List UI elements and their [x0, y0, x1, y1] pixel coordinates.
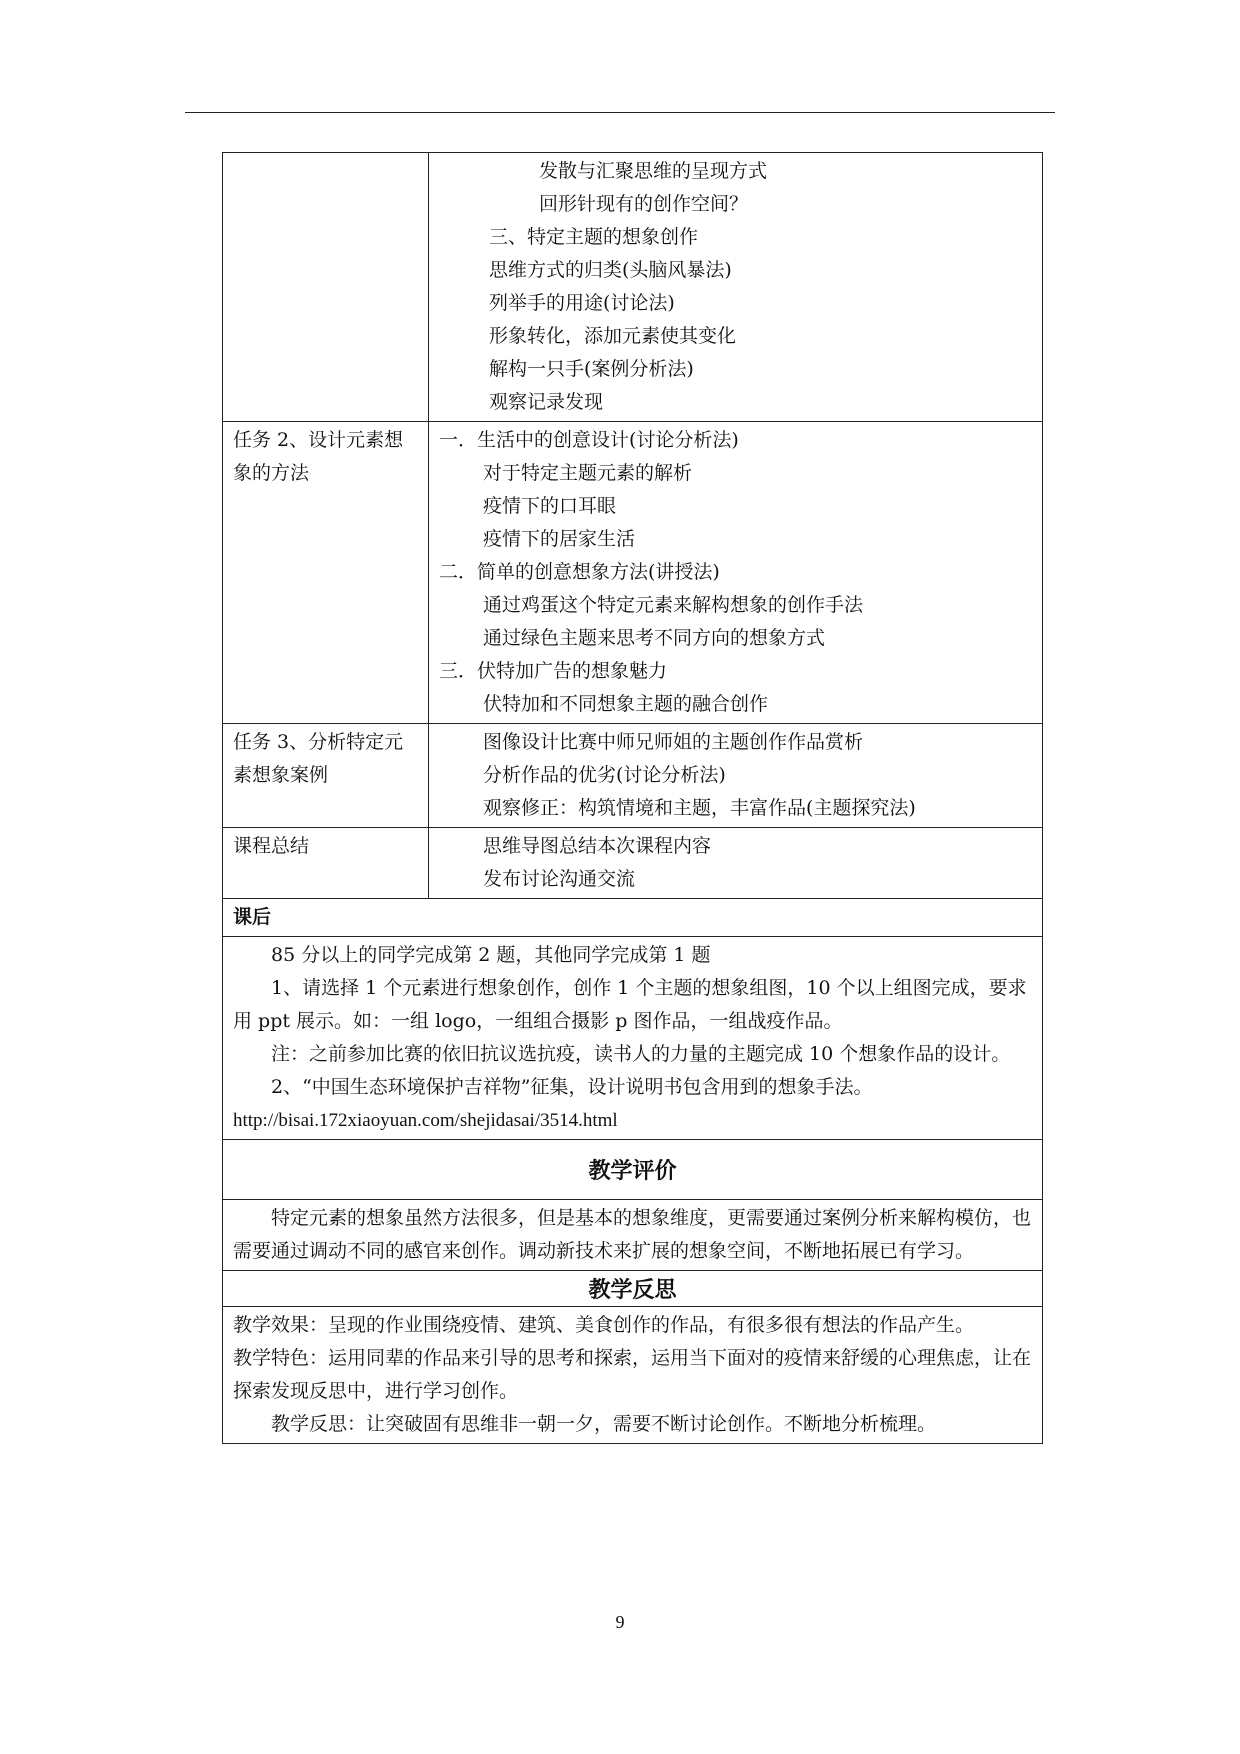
evaluation-title-cell — [223, 1140, 1043, 1200]
list-item: 解构一只手(案例分析法) — [489, 358, 694, 380]
list-item: 三．伏特加广告的想象魅力 — [439, 660, 668, 682]
paragraph: 注：之前参加比赛的依旧抗议选抗疫，读书人的力量的主题完成 10 个想象作品的设计。 — [271, 1043, 1011, 1065]
table-row — [223, 1200, 1043, 1271]
after-class-content-cell — [223, 937, 1043, 1140]
table-row — [223, 153, 1043, 422]
summary-label-cell — [223, 828, 429, 899]
table-row — [223, 899, 1043, 937]
list-item: 发散与汇聚思维的呈现方式 — [539, 160, 768, 182]
list-item: 一．生活中的创意设计(讨论分析法) — [439, 429, 739, 451]
after-class-label: 课后 — [233, 906, 272, 928]
empty-cell — [223, 153, 429, 422]
evaluation-content-cell — [223, 1200, 1043, 1271]
table-row — [223, 1307, 1043, 1444]
list-item: 对于特定主题元素的解析 — [483, 462, 693, 484]
list-item: 分析作品的优劣(讨论分析法) — [483, 764, 726, 786]
list-item: 图像设计比赛中师兄师姐的主题创作作品赏析 — [483, 731, 864, 753]
list-item: 思维导图总结本次课程内容 — [483, 835, 712, 857]
summary-label: 课程总结 — [233, 835, 310, 857]
paragraph: 2、“中国生态环境保护吉祥物”征集，设计说明书包含用到的想象手法。 — [271, 1076, 873, 1098]
task2-content-cell — [429, 422, 1043, 724]
list-item: 疫情下的口耳眼 — [483, 495, 617, 517]
table-row — [223, 1271, 1043, 1307]
paragraph: 1、请选择 1 个元素进行想象创作，创作 1 个主题的想象组图，10 个以上组图完成，要求用 ppt 展示。如：一组 logo，一组组合摄影 p 图作品，一组战疫作品。 — [233, 977, 1027, 1032]
task3-label-cell — [223, 724, 429, 828]
list-item: 列举手的用途(讨论法) — [489, 292, 675, 314]
after-class-label-cell — [223, 899, 1043, 937]
reflection-line: 教学特色：运用同辈的作品来引导的思考和探索，运用当下面对的疫情来舒缓的心理焦虑，让在探索发现反思中，进行学习创作。 — [233, 1347, 1032, 1402]
content-cell — [429, 153, 1043, 422]
task3-label: 任务 3、分析特定元素想象案例 — [233, 731, 404, 786]
reflection-title: 教学反思 — [588, 1277, 677, 1303]
table-row — [223, 422, 1043, 724]
list-item: 通过绿色主题来思考不同方向的想象方式 — [483, 627, 826, 649]
list-item: 发布讨论沟通交流 — [483, 868, 636, 890]
list-item: 疫情下的居家生活 — [483, 528, 636, 550]
task2-label-cell — [223, 422, 429, 724]
table-row — [223, 724, 1043, 828]
evaluation-title: 教学评价 — [588, 1158, 677, 1184]
lesson-plan-table — [222, 152, 1043, 1444]
list-item: 观察记录发现 — [489, 391, 604, 413]
reflection-title-cell — [223, 1271, 1043, 1307]
reflection-content-cell — [223, 1307, 1043, 1444]
table-row — [223, 828, 1043, 899]
task3-content-cell — [429, 724, 1043, 828]
reflection-line: 教学效果：呈现的作业围绕疫情、建筑、美食创作的作品，有很多很有想法的作品产生。 — [233, 1314, 975, 1336]
reflection-line: 教学反思：让突破固有思维非一朝一夕，需要不断讨论创作。不断地分析梳理。 — [271, 1413, 937, 1435]
list-item: 三、特定主题的想象创作 — [489, 226, 699, 248]
header-rule — [185, 112, 1055, 113]
competition-url: http://bisai.172xiaoyuan.com/shejidasai/3514.html — [233, 1110, 618, 1131]
list-item: 形象转化，添加元素使其变化 — [489, 325, 737, 347]
evaluation-text: 特定元素的想象虽然方法很多，但是基本的想象维度，更需要通过案例分析来解构模仿，也需要通过调动不同的感官来创作。调动新技术来扩展的想象空间，不断地拓展已有学习。 — [233, 1207, 1032, 1262]
summary-content-cell — [429, 828, 1043, 899]
list-item: 二．简单的创意想象方法(讲授法) — [439, 561, 720, 583]
paragraph: 85 分以上的同学完成第 2 题，其他同学完成第 1 题 — [271, 944, 711, 966]
list-item: 观察修正：构筑情境和主题，丰富作品(主题探究法) — [483, 797, 916, 819]
list-item: 伏特加和不同想象主题的融合创作 — [483, 693, 769, 715]
table-row — [223, 1140, 1043, 1200]
list-item: 通过鸡蛋这个特定元素来解构想象的创作手法 — [483, 594, 864, 616]
list-item: 回形针现有的创作空间？ — [539, 193, 749, 215]
task2-label: 任务 2、设计元素想象的方法 — [233, 429, 404, 484]
table-row — [223, 937, 1043, 1140]
page-number: 9 — [615, 1612, 625, 1632]
list-item: 思维方式的归类(头脑风暴法) — [489, 259, 732, 281]
